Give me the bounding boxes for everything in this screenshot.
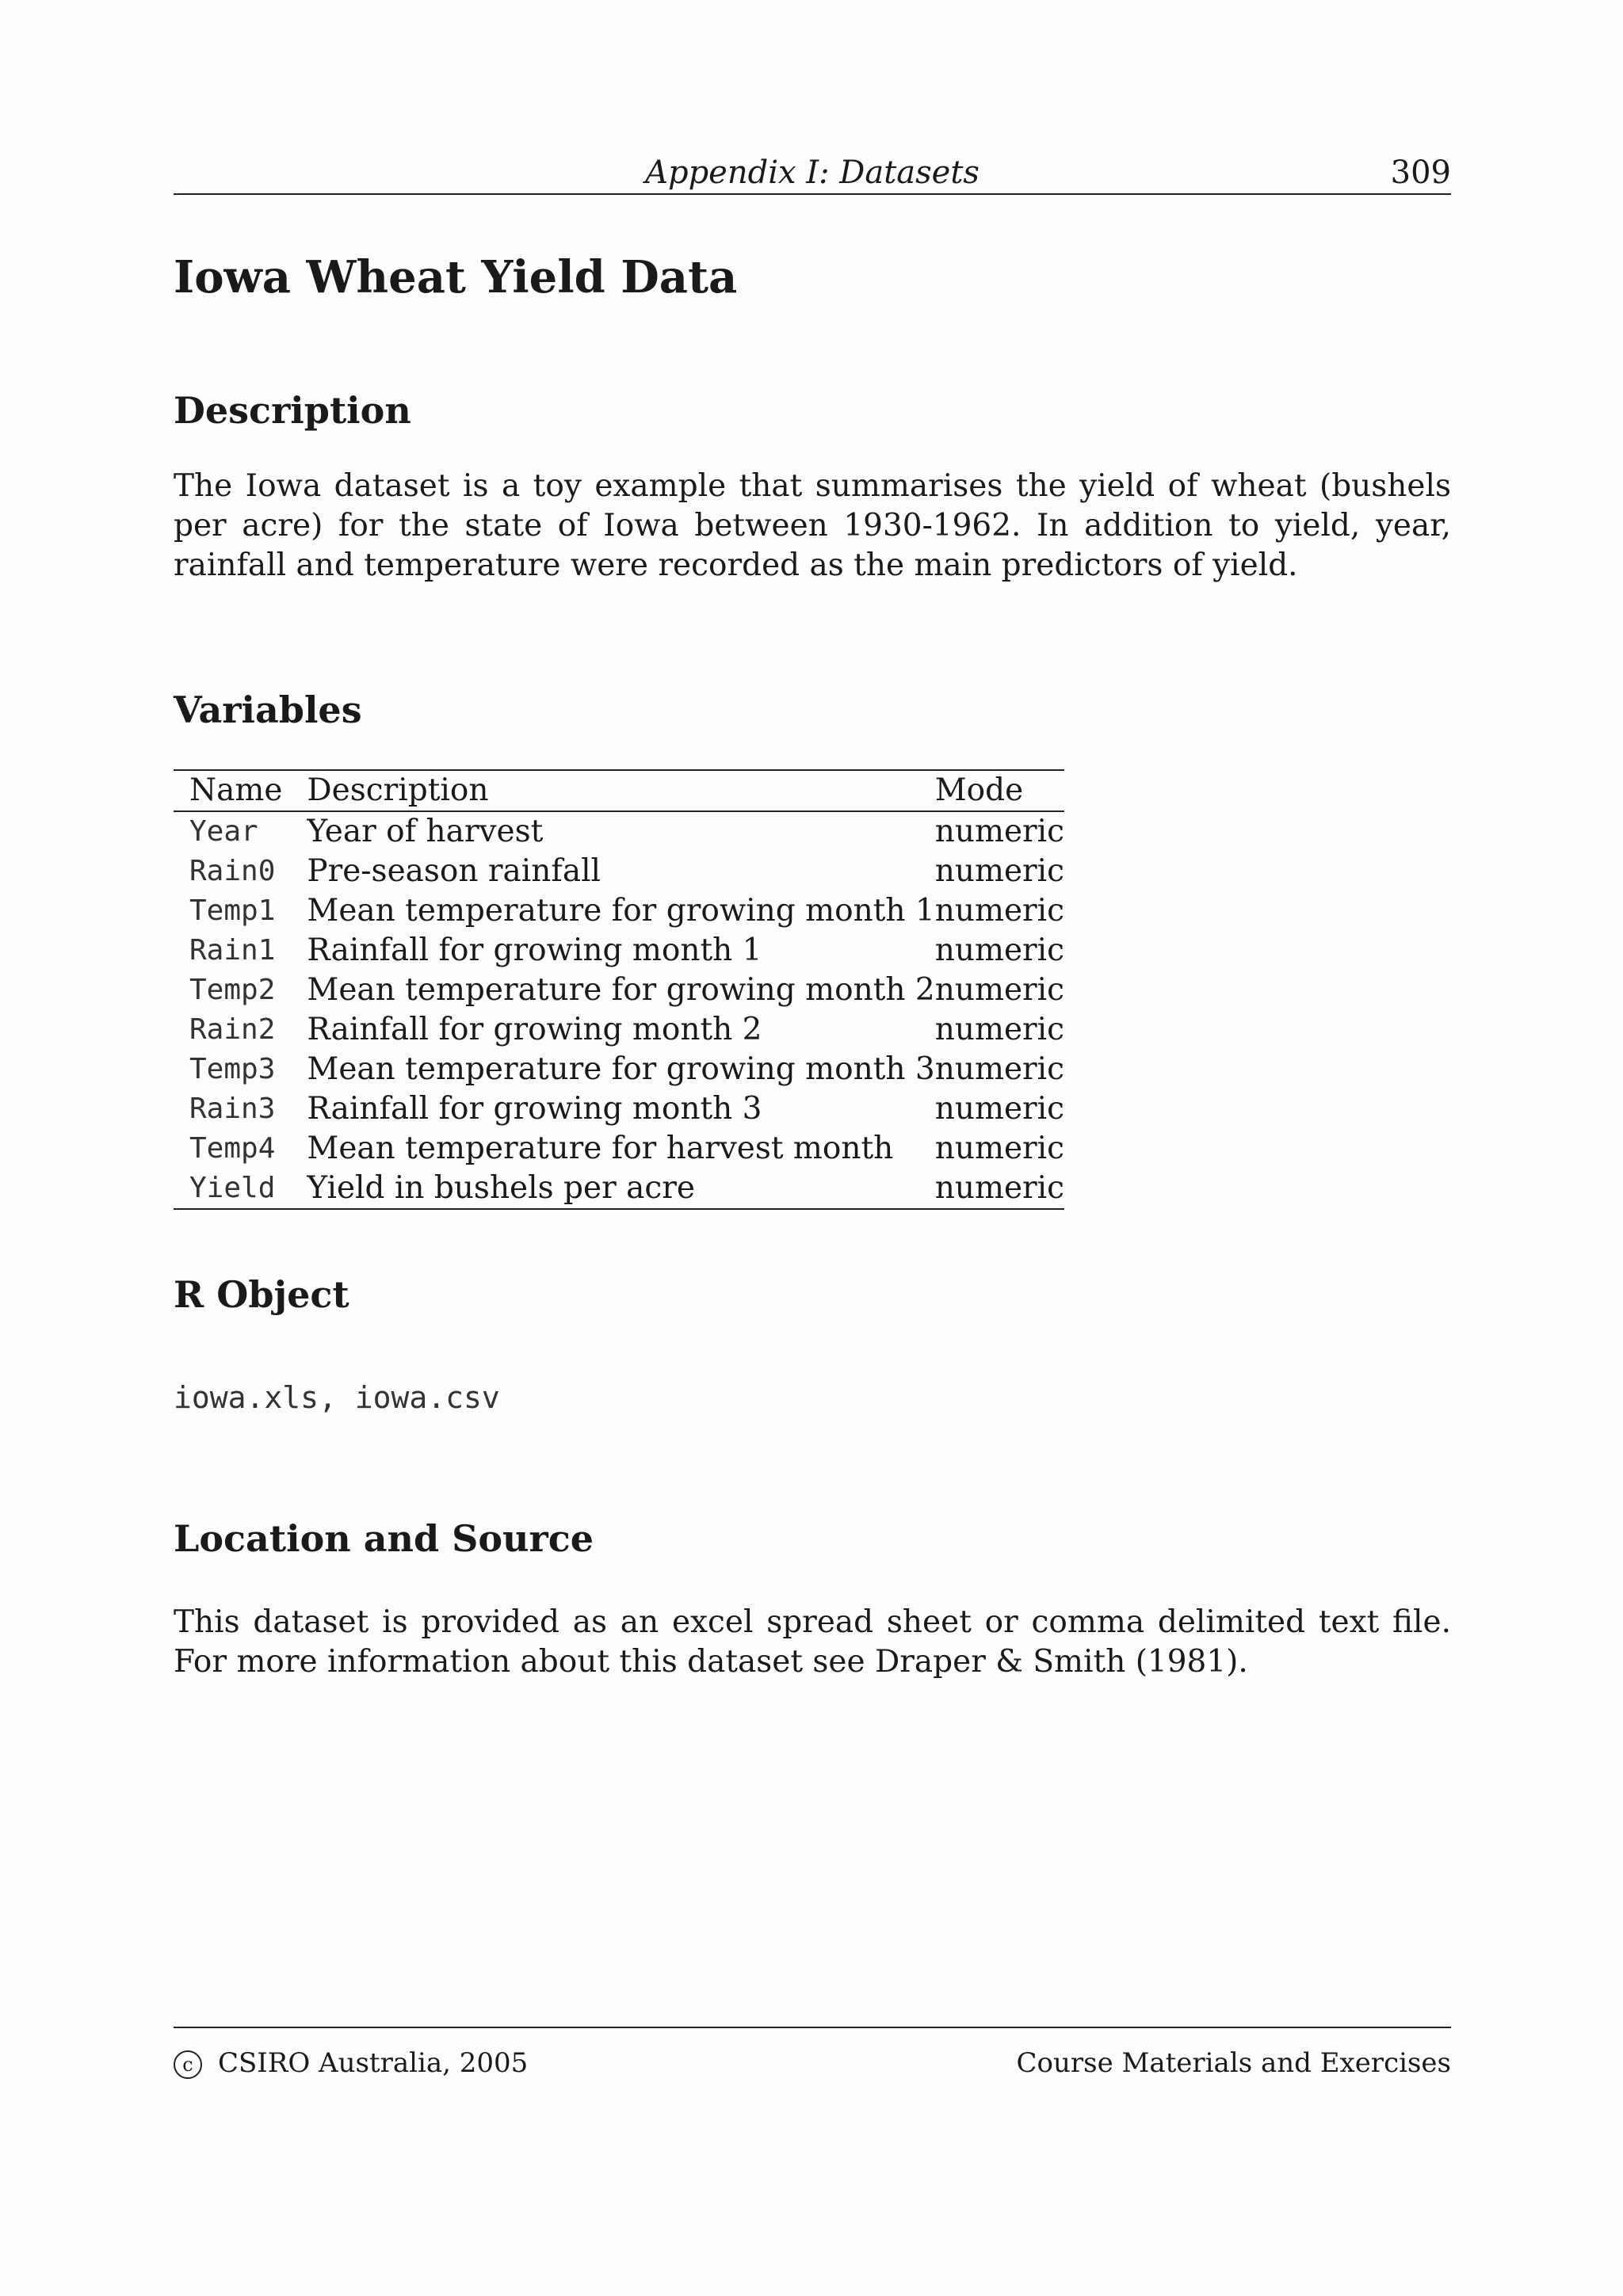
variable-description: Rainfall for growing month 3 bbox=[307, 1091, 762, 1127]
variable-name: Year bbox=[189, 815, 258, 848]
variables-table bbox=[174, 769, 1064, 1210]
variable-name: Rain3 bbox=[189, 1093, 276, 1125]
variable-mode: numeric bbox=[934, 1091, 1064, 1127]
variable-description: Mean temperature for growing month 3 bbox=[307, 1051, 935, 1087]
variable-name: Temp1 bbox=[189, 894, 276, 927]
table-header-row bbox=[174, 770, 1064, 811]
variable-mode: numeric bbox=[934, 933, 1064, 968]
variable-description: Year of harvest bbox=[307, 814, 544, 849]
page-footer bbox=[174, 2027, 1451, 2084]
r-object-heading: R Object bbox=[174, 1273, 349, 1316]
table-row bbox=[174, 1089, 1064, 1129]
variable-name: Rain1 bbox=[189, 934, 276, 967]
variable-mode: numeric bbox=[934, 1131, 1064, 1166]
location-heading: Location and Source bbox=[174, 1517, 594, 1560]
variable-name: Temp2 bbox=[189, 974, 276, 1006]
footer-left-text: CSIRO Australia, 2005 bbox=[218, 2047, 529, 2079]
variable-mode: numeric bbox=[934, 972, 1064, 1008]
table-row bbox=[174, 1050, 1064, 1089]
variable-description: Mean temperature for harvest month bbox=[307, 1131, 894, 1166]
running-title: Appendix I: Datasets bbox=[645, 154, 980, 191]
variable-description: Yield in bushels per acre bbox=[307, 1170, 695, 1206]
description-paragraph: The Iowa dataset is a toy example that summarises the yield of wheat (bushels per acre) for the state of Iowa between 1930-1962. In addition to yield, year, rainfall and temperature were recorded as the main predictors of yield. bbox=[174, 468, 1451, 583]
variable-description: Rainfall for growing month 1 bbox=[307, 933, 762, 968]
variables-heading: Variables bbox=[174, 688, 362, 731]
page-title: Iowa Wheat Yield Data bbox=[174, 251, 738, 303]
table-row bbox=[174, 1010, 1064, 1050]
variable-mode: numeric bbox=[934, 853, 1064, 889]
table-row bbox=[174, 891, 1064, 931]
variable-mode: numeric bbox=[934, 814, 1064, 849]
table-row bbox=[174, 1129, 1064, 1169]
column-header-mode: Mode bbox=[934, 772, 1024, 808]
table-row bbox=[174, 811, 1064, 852]
r-object-files: iowa.xls, iowa.csv bbox=[174, 1380, 500, 1415]
variable-description: Mean temperature for growing month 2 bbox=[307, 972, 935, 1008]
variable-name: Rain2 bbox=[189, 1013, 276, 1046]
variable-mode: numeric bbox=[934, 1170, 1064, 1206]
variable-name: Temp3 bbox=[189, 1053, 276, 1085]
page-number: 309 bbox=[1390, 154, 1451, 191]
table-row bbox=[174, 971, 1064, 1010]
variable-name: Temp4 bbox=[189, 1132, 276, 1165]
variable-description: Rainfall for growing month 2 bbox=[307, 1012, 762, 1047]
variable-mode: numeric bbox=[934, 1051, 1064, 1087]
variable-description: Mean temperature for growing month 1 bbox=[307, 893, 935, 929]
running-header bbox=[174, 152, 1451, 195]
footer-right-text: Course Materials and Exercises bbox=[1016, 2047, 1451, 2079]
footer-copyright bbox=[174, 2046, 528, 2081]
variable-mode: numeric bbox=[934, 1012, 1064, 1047]
column-header-name: Name bbox=[189, 772, 283, 808]
description-heading: Description bbox=[174, 389, 411, 432]
variable-name: Rain0 bbox=[189, 855, 276, 887]
location-paragraph: This dataset is provided as an excel spread sheet or comma delimited text file. For more information about this dataset see Draper & Smith (1981). bbox=[174, 1604, 1451, 1680]
variable-name: Yield bbox=[189, 1172, 276, 1204]
column-header-description: Description bbox=[307, 772, 489, 808]
table-row bbox=[174, 1169, 1064, 1209]
table-row bbox=[174, 852, 1064, 891]
variable-mode: numeric bbox=[934, 893, 1064, 929]
table-row bbox=[174, 931, 1064, 971]
variable-description: Pre-season rainfall bbox=[307, 853, 601, 889]
copyright-icon: c bbox=[174, 2050, 202, 2079]
